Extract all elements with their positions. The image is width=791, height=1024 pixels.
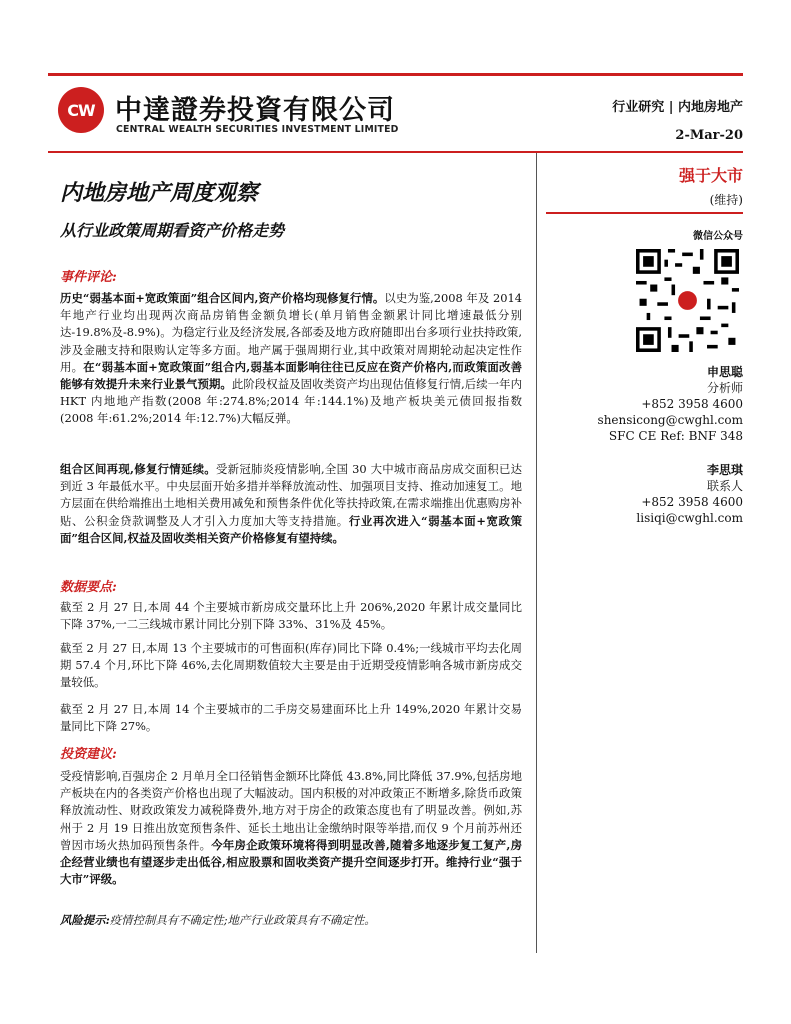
p1-tail: 此阶段权益及固收类资产均出现估值修复行情,后续一年内 HKT 内地地产指数(2008 年:274.8%;2014 年:144.1%)及地产板块美元债回报指数(2008 年:61.2%;2014 年:12.7%)大幅反弹。	[60, 377, 522, 426]
invest-heading: 投资建议:	[60, 747, 117, 762]
p1-lead: 历史“弱基本面+宽政策面”组合区间内,资产价格均现修复行情。	[60, 291, 385, 305]
paragraph-inventory: 截至 2 月 27 日,本周 13 个主要城市的可售面积(库存)同比下降 0.4%;一线城市平均去化周期 57.4 个月,环比下降 46%,去化周期数值较大主要是由于近期受疫情影响各城市新房成交量较低。	[60, 641, 522, 690]
paragraph-history	[60, 290, 522, 428]
rating-note: (维持)	[709, 193, 743, 207]
analyst-1-name: 申思聪	[706, 365, 743, 379]
p6-emphasis: 今年房企政策环境将得到明显改善,随着多地逐步复工复产,房企经营业绩也有望逐步走出低谷,相应股票和固收类资产提升空间逐步打开。维持行业“强于大市”评级。	[60, 837, 522, 887]
column-divider	[536, 153, 537, 953]
p2-emphasis: 行业再次进入“弱基本面+宽政策面”组合区间,权益及固收类相关资产价格修复有望持续。	[60, 513, 522, 545]
analyst-2-name: 李思琪	[706, 463, 743, 477]
event-heading: 事件评论:	[60, 270, 117, 285]
report-subtitle: 从行业政策周期看资产价格走势	[60, 221, 285, 240]
company-name-cn: 中達證券投資有限公司	[115, 95, 395, 126]
report-title: 内地房地产周度观察	[60, 180, 259, 206]
company-name-en: CENTRAL WEALTH SECURITIES INVESTMENT LIMITED	[116, 124, 399, 135]
paragraph-second-hand: 截至 2 月 27 日,本周 14 个主要城市的二手房交易建面环比上升 149%,2020 年累计交易量同比下降 27%。	[60, 702, 522, 734]
header-bottom-rule	[48, 151, 743, 153]
company-logo	[58, 87, 104, 133]
risk-text: 疫情控制具有不确定性;地产行业政策具有不确定性。	[109, 913, 376, 927]
rating-value: 强于大市	[678, 166, 743, 185]
analyst-1-phone: +852 3958 4600	[641, 397, 743, 411]
report-category: 行业研究 | 内地房地产	[612, 100, 743, 115]
p2-body: 受新冠肺炎疫情影响,全国 30 大中城市商品房成交面积已达到近 3 年最低水平。中央层面开始多措并举释放流动性、加强项目支持、推动加速复工。地方层面在供给端推出土地相关费用减免和预售条件优化等扶持政策,在需求端推出优惠购房补贴、公积金贷款调整及人才引入力度加大等支持措施。	[60, 462, 523, 528]
p1-emphasis: 在“弱基本面+宽政策面”组合内,弱基本面影响往往已反应在资产价格内,而政策面改善能够有效提升未来行业景气预期。	[60, 359, 522, 392]
data-heading: 数据要点:	[60, 580, 117, 595]
analyst-2-role: 联系人	[706, 479, 743, 493]
analyst-2-email[interactable]: lisiqi@cwghl.com	[636, 511, 743, 525]
wechat-qr-code[interactable]	[636, 249, 739, 352]
analyst-1-ref: SFC CE Ref: BNF 348	[608, 429, 743, 443]
p1-body: 以史为鉴,2008 年及 2014 年地产行业均出现两次商品房销售金额负增长(单月销售金额累计同比增速最低分别达-19.8%及-8.9%)。为稳定行业及经济发展,各部委及地方政府随即出台多项行业扶持政策,涉及金融支持和限购认定等多方面。地产属于强周期行业,其中政策对周期轮动起决定性作用。	[60, 291, 522, 374]
analyst-1	[598, 364, 743, 444]
risk-warning	[60, 912, 376, 928]
p2-lead: 组合区间再现,修复行情延续。	[60, 462, 216, 476]
logo-text: CW	[67, 100, 95, 120]
analyst-2	[636, 462, 743, 526]
analyst-1-role: 分析师	[706, 381, 743, 395]
header-top-rule	[48, 73, 743, 76]
analyst-1-email[interactable]: shensicong@cwghl.com	[597, 413, 743, 427]
report-date: 2-Mar-20	[675, 128, 743, 143]
paragraph-repeat	[60, 461, 522, 547]
wechat-label: 微信公众号	[693, 231, 743, 242]
risk-label: 风险提示:	[60, 913, 110, 927]
paragraph-new-home: 截至 2 月 27 日,本周 44 个主要城市新房成交量环比上升 206%,2020 年累计成交量同比下降 37%,一二三线城市累计同比分别下降 33%、31%及 45%。	[60, 600, 522, 632]
paragraph-advice	[60, 768, 522, 888]
p6-body: 受疫情影响,百强房企 2 月单月全口径销售金额环比降低 43.8%,同比降低 37.9%,包括房地产板块在内的各类资产价格也出现了大幅波动。国内积极的对冲政策正不断增多,除货币政策释放流动性、财政政策发力减税降费外,地方对于房企的政策态度也有了明显改善。例如,苏州于 2 月 19 日推出放宽预售条件、延长土地出让金缴纳时限等举措,而仅 9 个月前苏州还曾因市场火热加码预售条件。	[60, 769, 522, 852]
rating-rule	[546, 212, 743, 214]
analyst-2-phone: +852 3958 4600	[641, 495, 743, 509]
